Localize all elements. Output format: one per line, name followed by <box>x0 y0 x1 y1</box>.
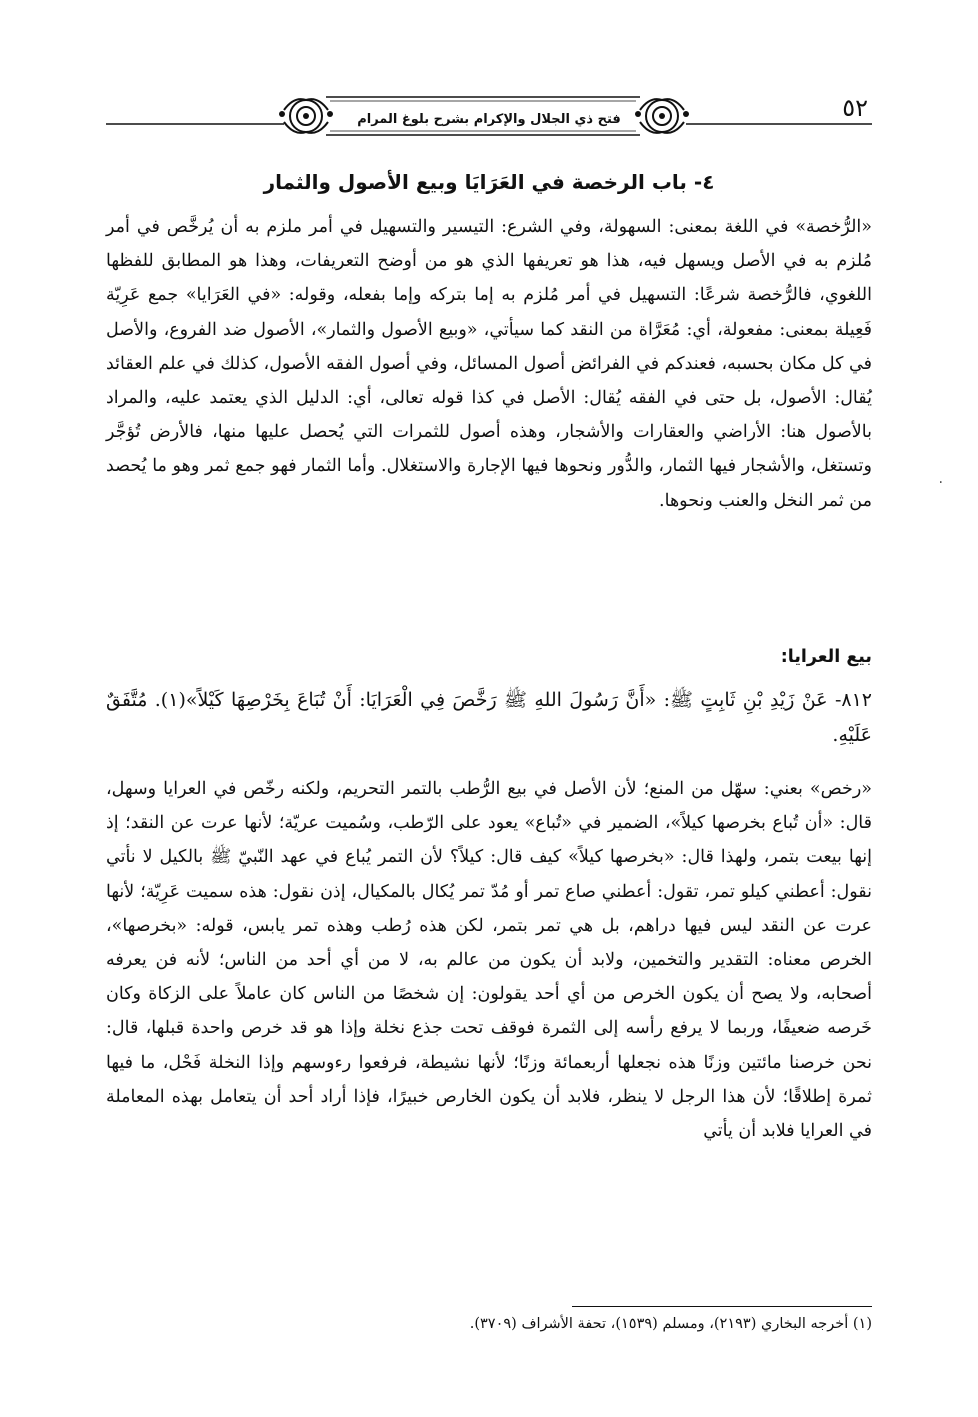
intro-paragraph-text: «الرُّخصة» في اللغة بمعنى: السهولة، وفي الشرع: التيسير والتسهيل في أمر ملزم به أن يُرخَّص في أمر مُلزم به في الأصل ويسهل فيه، هذا هو تعريفها الذي هو من أوضح التعريفات، وهذا هو المطابق للفظها اللغوي، فالرُّخصة شرعًا: التسهيل في أمر مُلزم به إما بتركه وإما بفعله، وقوله: «في العَرَايا» جمع عَرِيّة فَعِيلة بمعنى: مفعولة، أي: مُعَرَّاة من النقد كما سيأتي، «وبيع الأصول والثمار»، الأصول ضد الفروع، والأصل في كل مكان بحسبه، فعندكم في الفرائض أصول المسائل، وفي أصول الفقه الأصول، كذلك في علم العقائد يُقال: الأصول، بل حتى في الفقه يُقال: الأصل في كذا قوله تعالى، أي: الدليل الذي يعتمد عليه، والمراد بالأصول هنا: الأراضي والعقارات والأشجار، وهذه أصول للثمرات التي يُحصل عليها منها، فالأرض تُؤجَّر وتستغل، والأشجار فيها الثمار، والدُّور ونحوها فيها الإجارة والاستغلال. وأما الثمار فهو جمع ثمر وهو ما يُحصد من ثمر النخل والعنب ونحوها. <box>105 217 872 511</box>
section-subheading: بيع العرايا: <box>780 647 872 667</box>
footnote: (١) أخرجه البخاري (٢١٩٣)، ومسلم (١٥٣٩)، تحفة الأشراف (٣٧٠٩). <box>469 1316 872 1332</box>
intro-paragraph <box>106 210 872 518</box>
chapter-title: ٤- باب الرخصة في العَرَايَا وبيع الأصول والثمار <box>263 170 715 194</box>
footnote-divider <box>572 1306 872 1307</box>
page-number: ٥٢ <box>842 94 868 122</box>
hadith-text-block <box>106 683 872 753</box>
hadith-text: ٨١٢- عَنْ زَيْدِ بْنِ ثَابِتٍ ﷺ: «أَنَّ رَسُولَ اللهِ ﷺ رَخَّصَ فِي الْعَرَايَا: أَنْ تُبَاعَ بِخَرْصِهَا كَيْلاً»(١). مُتَّفَقٌ عَلَيْهِ. <box>106 689 873 746</box>
margin-mark: ٠ <box>937 474 945 490</box>
running-header <box>106 84 872 154</box>
commentary-paragraph-text: «رخص» بعني: سهّل من المنع؛ لأن الأصل في بيع الرُّطب بالتمر التحريم، ولكنه رخّص في العرايا وسهل، قال: «أن تُباع بخرصها كيلاً»، الضمير في «تُباع» يعود على الرّطب، وسُميت عريّة؛ لأنها عرت عن النقد؛ إذ إنها بيعت بتمر، ولهذا قال: «بخرصها كيلاً» كيف قال: كيلاً؟ لأن التمر يُباع في عهد النّبيّ ﷺ بالكيل لا نأتي نقول: أعطني كيلو تمر، تقول: أعطني صاع تمر أو مُدّ تمر يُكال بالمكيال، إذن نقول: هذه سميت عَرِيّة؛ لأنها عرت عن النقد ليس فيها دراهم، بل هي تمر بتمر، لكن هذه رُطب وهذه تمر يابس، قوله: «بخرصها»، الخرص معناه: التقدير والتخمين، ولابد أن يكون من عالم به، لا من أي أحد من الناس؛ لأنه فن يعرفه أصحابه، ولا يصح أن يكون الخرص من أي أحد يقولون: إن شخصًا من الناس كان عاملاً على الزكاة وكان خَرصه ضعيفًا، وربما لا يرفع رأسه إلى الثمرة فوقف تحت جذع نخلة وإذا هو قد خرص واحدة قبلها، قال: نحن خرصنا مائتين وزنًا هذه نجعلها أربعمائة وزنًا؛ لأنها نشيطة، فرفعوا رءوسهم وإذا النخلة فَحْل، ما فيها ثمرة إطلاقًا؛ لأن هذا الرجل لا ينظر، فلابد أن يكون الخارص خبيرًا، فإذا أراد أحد أن يتعامل بهذه المعاملة في العرايا فلابد أن يأتي <box>106 779 872 1142</box>
running-title: فتح ذي الجلال والإكرام بشرح بلوغ المرام <box>357 112 621 127</box>
commentary-paragraph <box>106 772 872 1148</box>
